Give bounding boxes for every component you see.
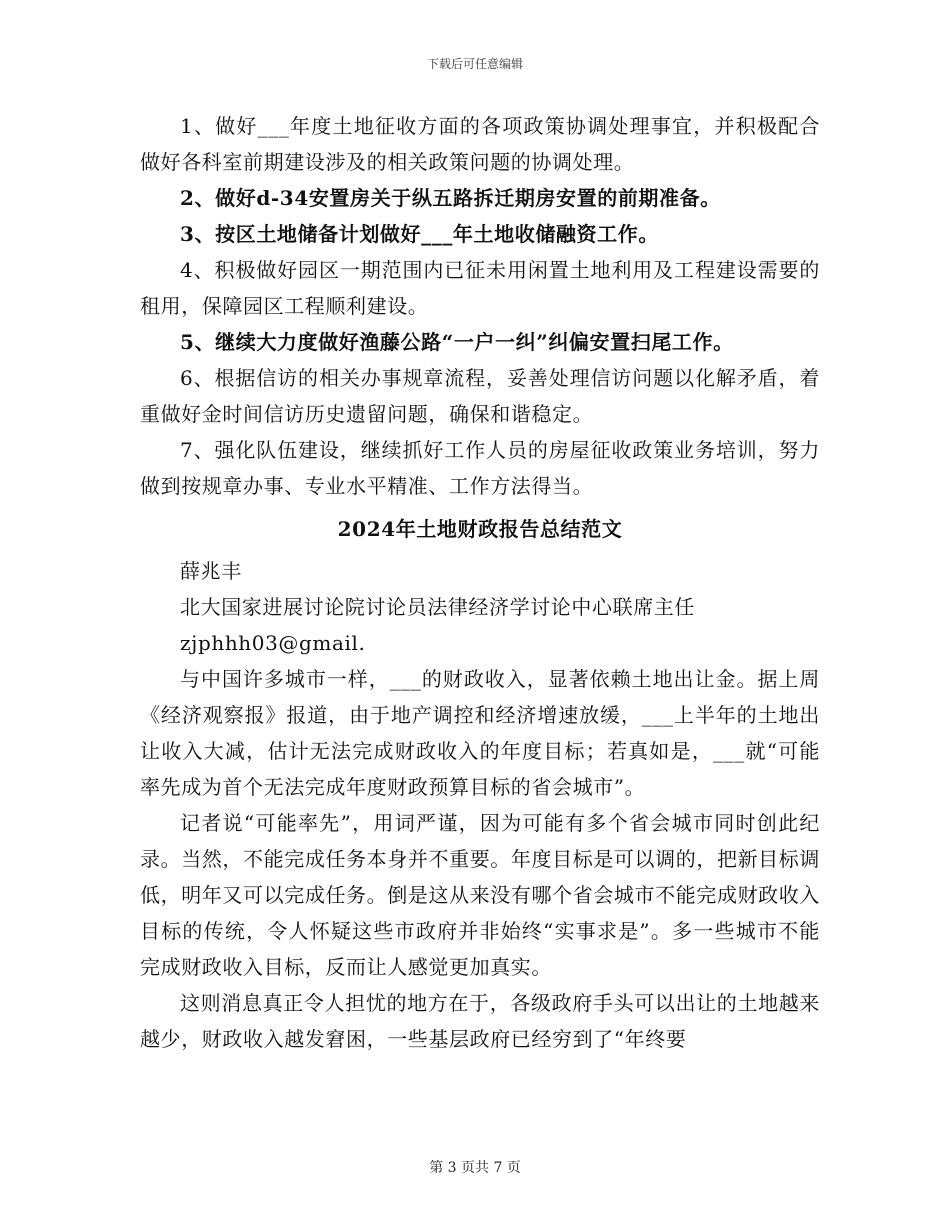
- list-item-7: 7、强化队伍建设，继续抓好工作人员的房屋征收政策业务培训，努力做到按规章办事、专业水平精准、工作方法得当。: [140, 438, 820, 498]
- article-email: zjphhh03@gmail.: [180, 631, 366, 655]
- list-item-4: 4、积极做好园区一期范围内已征未用闲置土地利用及工程建设需要的租用，保障园区工程顺利建设。: [140, 258, 820, 318]
- article-affiliation: 北大国家进展讨论院讨论员法律经济学讨论中心联席主任: [180, 595, 695, 619]
- article-author: 薛兆丰: [180, 559, 242, 583]
- page-footer: 第 3 页共 7 页: [429, 1160, 521, 1176]
- page-header: 下载后可任意编辑: [426, 57, 523, 71]
- list-item-1: 1、做好___年度土地征收方面的各项政策协调处理事宜，并积极配合做好各科室前期建设涉及的相关政策问题的协调处理。: [140, 114, 820, 174]
- article-paragraph-3: 这则消息真正令人担忧的地方在于，各级政府手头可以出让的土地越来越少，财政收入越发窘困，一些基层政府已经穷到了“年终要: [140, 991, 820, 1051]
- document-body: [140, 108, 820, 1057]
- list-item-2: 2、做好d-34安置房关于纵五路拆迁期房安置的前期准备。: [180, 186, 721, 210]
- article-paragraph-2: 记者说“可能率先”，用词严谨，因为可能有多个省会城市同时创此纪录。当然，不能完成任务本身并不重要。年度目标是可以调的，把新目标调低，明年又可以完成任务。倒是这从来没有哪个省会城市不能完成财政收入目标的传统，令人怀疑这些市政府并非始终“实事求是”。多一些城市不能完成财政收入目标，反而让人感觉更加真实。: [140, 811, 820, 979]
- list-item-3: 3、按区土地储备计划做好___年土地收储融资工作。: [180, 222, 659, 246]
- article-title: 2024年土地财政报告总结范文: [337, 517, 623, 541]
- list-item-6: 6、根据信访的相关办事规章流程，妥善处理信访问题以化解矛盾，着重做好金时间信访历史遗留问题，确保和谐稳定。: [140, 366, 820, 426]
- article-paragraph-1: 与中国许多城市一样，___的财政收入，显著依赖土地出让金。据上周《经济观察报》报道，由于地产调控和经济增速放缓，___上半年的土地出让收入大减，估计无法完成财政收入的年度目标；若真如是，___就“可能率先成为首个无法完成年度财政预算目标的省会城市”。: [140, 667, 820, 799]
- list-item-5: 5、继续大力度做好渔藤公路“一户一纠”纠偏安置扫尾工作。: [180, 330, 734, 354]
